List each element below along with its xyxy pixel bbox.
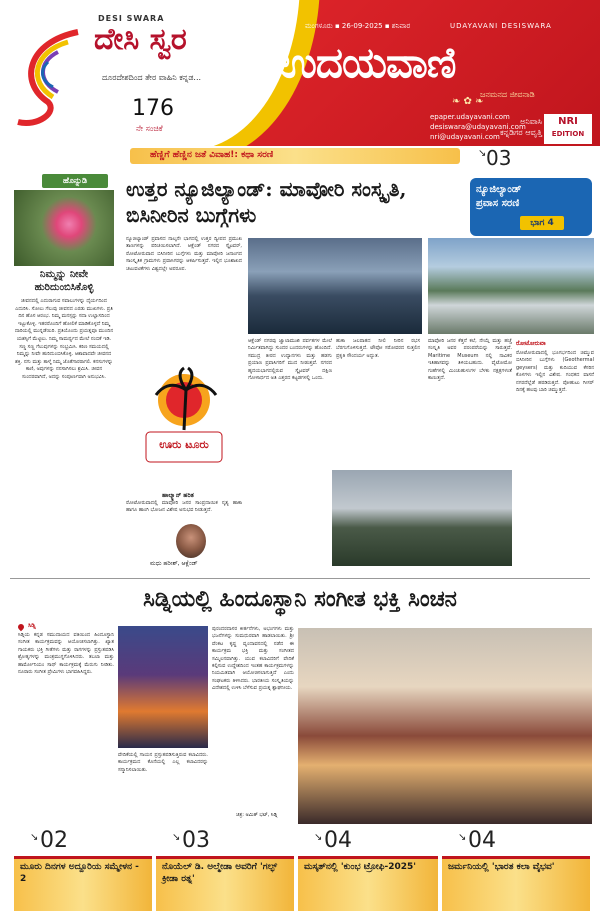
sydney-location-tag: ಸಿಡ್ನಿ: [28, 622, 36, 629]
lead-story-column-1: ನ್ಯೂಜಿಲ್ಯಾಂಡ್ ಪ್ರವಾಸದ ನಾಲ್ಕನೇ ಭಾಗದಲ್ಲಿ ಉತ್ತರ ದ್ವೀಪದ ಪ್ರಮುಖ ತಾಣಗಳನ್ನು ಪರಿಚಯಿಸಲಾಗಿದೆ. ಆಕ್ಲೆಂಡ್ ನಗರದ ಸ್ಕೈಟವರ್, ರೋಟೋರುವಾದ ಬಿಸಿನೀರಿನ ಬುಗ್ಗೆಗಳು ಮತ್ತು ಮಾವೋರಿ ಜನಾಂಗದ ಸಾಂಸ್ಕೃತಿಕ ಗ್ರಾಮಗಳು ಪ್ರವಾಸಿಗರನ್ನು ಆಕರ್ಷಿಸುತ್ತವೆ. ಇಲ್ಲಿನ ಭೂಶಾಖದ ಚಟುವಟಿಕೆಗಳು ವಿಶ್ವದಲ್ಲೇ ಅಪರೂಪ.: [126, 236, 242, 272]
teaser-arrow-icon: ↘: [314, 832, 323, 843]
lead-story-column-4: ಮಾವೋರಿ ಜನರ ಕೆತ್ತನೆ ಕಲೆ, ನೇಯ್ಗೆ ಮತ್ತು ಹಚ್ಚೆ ಸಂಸ್ಕೃತಿ ಅವರ ಪರಂಪರೆಯನ್ನು ಸಾರುತ್ತವೆ. Maritime Museum ನಲ್ಲಿ ನಾವಿಕರ ಇತಿಹಾಸವನ್ನು ತಿಳಿಯಬಹುದು. ವೈಟೋಮೋ ಗುಹೆಗಳಲ್ಲಿ ಮಿಂಚುಹುಳುಗಳ ಬೆಳಕು ನಕ್ಷತ್ರಗಳಂತೆ ಕಾಣುತ್ತದೆ.: [428, 338, 512, 382]
story-banner-text[interactable]: ಹೆಣ್ಣಿಗೆ ಹೆಣ್ಣಿನ ಜತೆ ವಿವಾಹ!: ಕಥಾ ಸರಣಿ: [150, 150, 274, 160]
teaser-text: ಮಸ್ಕತ್‌ನಲ್ಲಿ 'ಕುಂಭ ಟ್ರೋಫಿ-2025': [304, 862, 417, 872]
lead-story-subhead: ಹಾಲ್ಕ್ಯಾನ್ ಹರಿತ: [162, 492, 194, 499]
lead-story-column-1b: ರೋಟೋರುವಾದಲ್ಲಿ ಮಾವೋರಿ ಜನರ ಸಾಂಪ್ರದಾಯಿಕ ನೃತ್ಯ ಹಾಕಾ ಹಾಗೂ ಹಾಂಗಿ ಭೋಜನ ವಿಶೇಷ ಅನುಭವ ನೀಡುತ್ತದೆ.: [126, 500, 242, 514]
ooru-tooru-label: ಊರು ಟೂರು: [159, 438, 209, 451]
desi-swara-swirl-icon: [8, 22, 88, 132]
teaser-page: 02: [40, 828, 68, 853]
series-badge-line1: ನ್ಯೂಜಿಲ್ಯಾಂಡ್: [476, 184, 522, 195]
author-name: ಮಧು ಹರೀಶ್, ಆಕ್ಲೆಂಡ್: [150, 560, 198, 567]
footer-teaser-4[interactable]: [442, 828, 590, 910]
nri-badge-line1: NRI: [558, 116, 578, 127]
page-arrow-icon: ↘: [478, 148, 487, 159]
issue-number: 176: [132, 96, 174, 121]
aniv-label-line2: ಕನ್ನಡಿಗರ ಆವೃತ್ತಿ: [499, 128, 542, 137]
masthead: [0, 0, 600, 146]
teaser-page: 04: [324, 828, 352, 853]
teaser-arrow-icon: ↘: [172, 832, 181, 843]
sydney-story-column-1: ಸಿಡ್ನಿಯ ಕನ್ನಡ ಸಮುದಾಯದ ವತಿಯಿಂದ ಹಿಂದೂಸ್ಥಾನಿ ಸಂಗೀತ ಕಾರ್ಯಕ್ರಮವನ್ನು ಆಯೋಜಿಸಲಾಗಿತ್ತು. ಖ್ಯಾತ ಗಾಯಕರು ಭಕ್ತಿ ಗೀತೆಗಳು ಮತ್ತು ರಾಗಗಳನ್ನು ಪ್ರಸ್ತುತಪಡಿಸಿ ಶ್ರೋತೃಗಳನ್ನು ಮಂತ್ರಮುಗ್ಧಗೊಳಿಸಿದರು. ತಬಲಾ ಮತ್ತು ಹಾರ್ಮೋನಿಯಂ ಸಾಥ್ ಕಾರ್ಯಕ್ರಮಕ್ಕೆ ಮೆರುಗು ನೀಡಿತು. ನೂರಾರು ಸಂಗೀತ ಪ್ರೇಮಿಗಳು ಭಾಗವಹಿಸಿದ್ದರು.: [18, 632, 114, 676]
desi-swara-logo: ದೇಸಿ ಸ್ವರ: [94, 22, 187, 57]
singer-photo: [118, 626, 208, 748]
teaser-arrow-icon: ↘: [458, 832, 467, 843]
group-photo-caption: ಚಿತ್ರ: ಅಮಿತ್ ಭಟ್, ಸಿಡ್ನಿ: [236, 812, 278, 818]
lead-story-title[interactable]: ಉತ್ತರ ನ್ಯೂಜಿಲ್ಯಾಂಡ್: ಮಾವೋರಿ ಸಂಸ್ಕೃತಿ, ಬಿಸಿನೀರಿನ ಬುಗ್ಗೆಗಳು: [126, 177, 407, 227]
flower-photo: [14, 190, 114, 266]
poem-body: ಜೀವನದಲ್ಲಿ ಎದುರಾಗುವ ಸವಾಲುಗಳನ್ನು ಧೈರ್ಯದಿಂದ ಎದುರಿಸಿ. ಸೋಲು ಗೆಲುವು ಜೀವನದ ಎರಡು ಮುಖಗಳು. ಪ್ರತಿ ದಿನ ಹೊಸ ಆರಂಭ. ನಿಮ್ಮ ಮನಸ್ಸನ್ನು ಸದಾ ಉಲ್ಲಾಸದಿಂದ ಇಟ್ಟುಕೊಳ್ಳಿ. ಇತರರೊಂದಿಗೆ ಹೋಲಿಕೆ ಮಾಡಿಕೊಳ್ಳದೆ ನಿಮ್ಮ ದಾರಿಯಲ್ಲಿ ಮುನ್ನಡೆಯಿರಿ. ಪ್ರತಿಯೊಂದು ಪ್ರಯತ್ನವೂ ಮುಂದಿನ ಯಶಸ್ಸಿಗೆ ಮೆಟ್ಟಿಲು. ನಿಮ್ಮ ಸಾಮರ್ಥ್ಯದ ಮೇಲೆ ನಂಬಿಕೆ ಇಡಿ. ಸಣ್ಣ ಸಣ್ಣ ಗೆಲುವುಗಳನ್ನು ಸಂಭ್ರಮಿಸಿ. ಕಠಿಣ ಸಮಯದಲ್ಲಿ ನಿಮ್ಮನ್ನು ನೀವೇ ಹುರಿದುಂಬಿಸಿಕೊಳ್ಳಿ. ಆಶಾವಾದವೇ ಜೀವನದ ಶಕ್ತಿ. ನಗು ಮತ್ತು ತಾಳ್ಮೆ ನಿಮ್ಮ ಜೊತೆಗಾರರಾಗಲಿ. ಕನಸುಗಳನ್ನು ಕಾಣಿ, ಅವುಗಳನ್ನು ನನಸಾಗಿಸಲು ಶ್ರಮಿಸಿ. ಜೀವನ ಸುಂದರವಾಗಿದೆ, ಅದನ್ನು ಸಂಪೂರ್ಣವಾಗಿ ಅನುಭವಿಸಿ.: [14, 298, 114, 380]
section-divider: [10, 578, 590, 579]
lead-story-column-2: ಆಕ್ಲೆಂಡ್ ನಗರವು ಜ್ವಾಲಾಮುಖಿ ಪರ್ವತಗಳ ಮೇಲೆ ನಿರ್ಮಿತವಾಗಿದ್ದು ಸುಂದರ ಬಂದರುಗಳನ್ನು ಹೊಂದಿದೆ. ಸಮುದ್ರ ತೀರದ ಉದ್ಯಾನಗಳು ಮತ್ತು ಹಡಗು ಪ್ರಯಾಣ ಪ್ರವಾಸಿಗರಿಗೆ ಮುದ ನೀಡುತ್ತವೆ. ನಗರದ ಹೃದಯಭಾಗದಲ್ಲಿರುವ ಸ್ಕೈಟವರ್ ದಕ್ಷಿಣ ಗೋಳಾರ್ಧದ ಅತಿ ಎತ್ತರದ ಕಟ್ಟಡಗಳಲ್ಲಿ ಒಂದು.: [248, 338, 332, 382]
footer-teaser-2[interactable]: [156, 828, 294, 910]
ornament-icon: ❧ ✿ ❧: [452, 96, 484, 107]
teaser-text: ನೊಯೆಲ್ ಡಿ. ಅಲ್ಮೇಡಾ ಅವರಿಗೆ 'ಗಲ್ಫ್ ಕ್ರೀಡಾ ರತ್ನ': [162, 862, 278, 884]
auckland-skyline-photo: [248, 238, 422, 334]
poem-title: ನಿಮ್ಮನ್ನು ನೀವೇ ಹುರಿದುಂಬಿಸಿಕೊಳ್ಳಿ: [34, 269, 94, 293]
series-badge-line2: ಪ್ರವಾಸ ಸರಣಿ: [476, 198, 520, 209]
dateline: ಮಂಗಳೂರು ▪ 26-09-2025 ▪ ಶನಿವಾರ: [305, 22, 411, 30]
paper-tagline: ಜನಮನದ ಜೀವನಾಡಿ: [480, 90, 535, 99]
lead-story-column-3: ಹುಕಾ ಜಲಪಾತದ ನೀಲಿ ನೀರಿನ ರಭಸ ಬೆರಗುಗೊಳಿಸುತ್ತದೆ. ಟೌಪೋ ಸರೋವರದ ಸುತ್ತಲಿನ ಪ್ರಕೃತಿ ಸೌಂದರ್ಯ ಅದ್ಭುತ.: [336, 338, 420, 359]
brand-top-label: UDAYAVANI DESISWARA: [450, 22, 552, 30]
author-avatar: [176, 524, 206, 558]
nri-badge-line2: EDITION: [551, 130, 585, 138]
sydney-story-column-2: ಪುರಂದರದಾಸರ ಕೀರ್ತನೆಗಳು, ಅಭಂಗಗಳು ಮತ್ತು ಭಜನೆಗಳನ್ನು ಸುಮಧುರವಾಗಿ ಹಾಡಲಾಯಿತು. ಶ್ರೀ ವೆಂಕಟ ಕೃಷ್ಣ ವೃಂದಾವನದಲ್ಲಿ ನಡೆದ ಈ ಕಾರ್ಯಕ್ರಮ ಭಕ್ತಿ ಮತ್ತು ಸಂಗೀತದ ಸಮ್ಮಿಲನವಾಗಿತ್ತು. ಯುವ ಕಲಾವಿದರಿಗೆ ವೇದಿಕೆ ಕಲ್ಪಿಸುವ ಉದ್ದೇಶದಿಂದ ಇಂತಹ ಕಾರ್ಯಕ್ರಮಗಳನ್ನು ನಿಯಮಿತವಾಗಿ ಆಯೋಜಿಸಲಾಗುತ್ತಿದೆ ಎಂದು ಸಂಘಟಕರು ತಿಳಿಸಿದರು. ಭಾರತೀಯ ಸಂಸ್ಕೃತಿಯನ್ನು ವಿದೇಶದಲ್ಲಿ ಉಳಿಸಿ ಬೆಳೆಸುವ ಪ್ರಯತ್ನ ಶ್ಲಾಘನೀಯ.: [212, 626, 294, 692]
desi-swara-tagline: ದೂರದೇಶದಿಂದ ತೇರ ವಾಹಿನಿ ಕನ್ನಡ...: [102, 73, 202, 82]
teaser-page: 03: [182, 828, 210, 853]
teaser-arrow-icon: ↘: [30, 832, 39, 843]
sydney-story-title[interactable]: ಸಿಡ್ನಿಯಲ್ಲಿ ಹಿಂದೂಸ್ಥಾನಿ ಸಂಗೀತ ಭಕ್ತಿ ಸಿಂಚನ: [143, 586, 457, 612]
ooru-tooru-art: [126, 360, 242, 468]
teaser-text: ಮೂರು ದಿನಗಳ ಅದ್ದೂರಿಯ ಸಮ್ಮೇಳನ - 2: [20, 862, 139, 884]
lead-story-column-5: ರೋಟೋರುವಾದಲ್ಲಿ ಭೂಗರ್ಭದಿಂದ ಚಿಮ್ಮುವ ಬಿಸಿನೀರಿನ ಬುಗ್ಗೆಗಳು (Geothermal geysers) ಮತ್ತು ಕುದಿಯುವ ಕೆಸರಿನ ಕೊಳಗಳು ಇಲ್ಲಿನ ವಿಶೇಷ. ಗಂಧಕದ ವಾಸನೆ ನಗರದೆಲ್ಲೆಡೆ ಹರಡಿರುತ್ತದೆ. ಪೋಹುಟು ಗೀಸರ್ ದಿನಕ್ಕೆ ಹಲವು ಬಾರಿ ಚಿಮ್ಮುತ್ತದೆ.: [516, 350, 594, 394]
contact-desiswara-email[interactable]: desiswara@udayavani.com: [430, 123, 526, 131]
teaser-page: 04: [468, 828, 496, 853]
waterfall-photo: [428, 238, 594, 334]
aniv-edition-label: [484, 116, 542, 138]
contact-epaper[interactable]: epaper.udayavani.com: [430, 113, 510, 121]
issue-label: ನೇ ಸಂಚಿಕೆ: [136, 124, 163, 133]
nri-edition-badge: [544, 114, 592, 144]
location-pin-icon: [17, 623, 25, 631]
footer-teaser-1[interactable]: [14, 828, 152, 910]
udayavani-logo: ಉದಯವಾಣಿ: [278, 38, 456, 87]
group-photo: [298, 628, 592, 824]
contact-nri-email[interactable]: nri@udayavani.com: [430, 133, 500, 141]
sydney-story-caption: ವೇದಿಕೆಯಲ್ಲಿ ಗಾಯನ ಪ್ರಸ್ತುತಪಡಿಸುತ್ತಿರುವ ಕಲಾವಿದರು. ಕಾರ್ಯಕ್ರಮದ ಕೊನೆಯಲ್ಲಿ ಎಲ್ಲ ಕಲಾವಿದರನ್ನು ಸನ್ಮಾನಿಸಲಾಯಿತು.: [118, 752, 208, 773]
footer-teaser-3[interactable]: [298, 828, 438, 910]
aniv-label-line1: ಅನಿವಾಸಿ: [520, 117, 542, 126]
lead-story-column-5-subhead: ರೋಟೋರುವಾ: [516, 340, 546, 347]
teaser-text: ಜರ್ಮನಿಯಲ್ಲಿ 'ಭಾರತ ಕಲಾ ವೈಭವ': [448, 862, 555, 872]
story-banner-page[interactable]: 03: [486, 146, 512, 170]
honnudi-tag: ಹೊನ್ನುಡಿ: [42, 174, 108, 188]
desi-swara-small-label: DESI SWARA: [98, 14, 165, 23]
series-part-badge: ಭಾಗ 4: [520, 216, 564, 230]
